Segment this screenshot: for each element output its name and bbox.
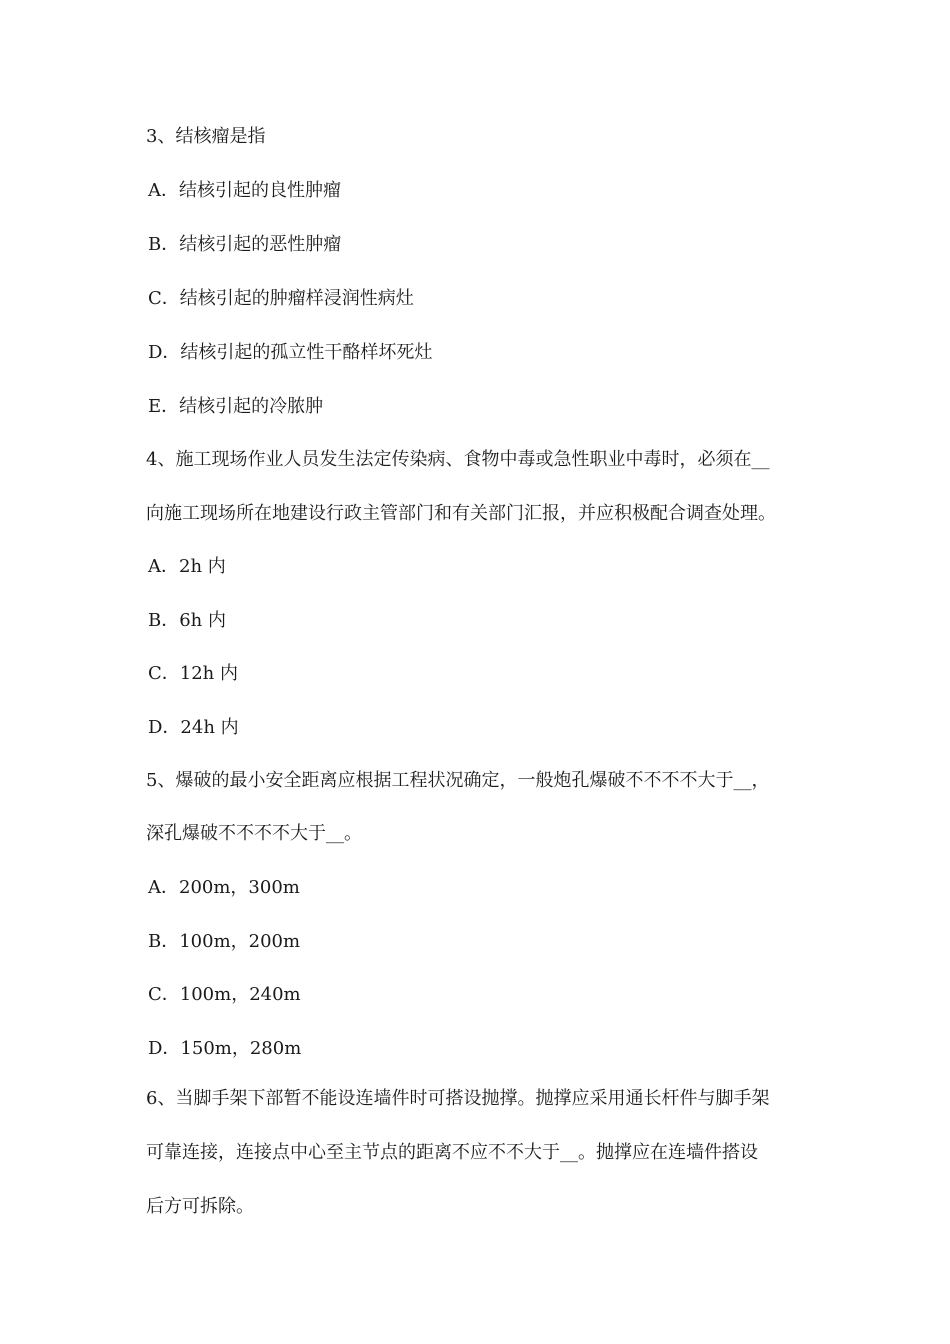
question-3-option-b: B．结核引起的恶性肿瘤: [148, 234, 342, 255]
question-3-option-a: A．结核引起的良性肿瘤: [148, 180, 341, 201]
question-3-option-d: D．结核引起的孤立性干酪样坏死灶: [148, 342, 433, 363]
question-3-option-c: C．结核引起的肿瘤样浸润性病灶: [148, 288, 414, 309]
question-4-option-a: A．2h 内: [148, 556, 226, 577]
question-5-option-a: A．200m，300m: [148, 877, 300, 898]
question-4-stem-line-1: 4、施工现场作业人员发生法定传染病、食物中毒或急性职业中毒时，必须在__: [146, 449, 770, 470]
question-5-option-c: C．100m，240m: [148, 984, 301, 1005]
question-6-stem-line-2: 可靠连接，连接点中心至主节点的距离不应不不大于__。抛撑应在连墙件搭设: [146, 1142, 758, 1163]
question-5-option-d: D．150m，280m: [148, 1038, 302, 1059]
question-3-option-e: E．结核引起的冷脓肿: [148, 396, 324, 417]
question-5-stem-line-1: 5、爆破的最小安全距离应根据工程状况确定，一般炮孔爆破不不不不大于__，: [146, 770, 770, 791]
question-4-option-d: D．24h 内: [148, 717, 239, 738]
question-6-stem-line-1: 6、当脚手架下部暂不能设连墙件时可搭设抛撑。抛撑应采用通长杆件与脚手架: [146, 1088, 770, 1109]
question-6-stem-line-3: 后方可拆除。: [146, 1196, 254, 1217]
question-5-option-b: B．100m，200m: [148, 931, 301, 952]
question-4-option-b: B．6h 内: [148, 610, 226, 631]
question-3-stem: 3、结核瘤是指: [146, 126, 266, 147]
question-4-stem-line-2: 向施工现场所在地建设行政主管部门和有关部门汇报，并应积极配合调查处理。: [146, 503, 776, 524]
question-5-stem-line-2: 深孔爆破不不不不大于__。: [146, 823, 362, 844]
question-4-option-c: C．12h 内: [148, 663, 238, 684]
